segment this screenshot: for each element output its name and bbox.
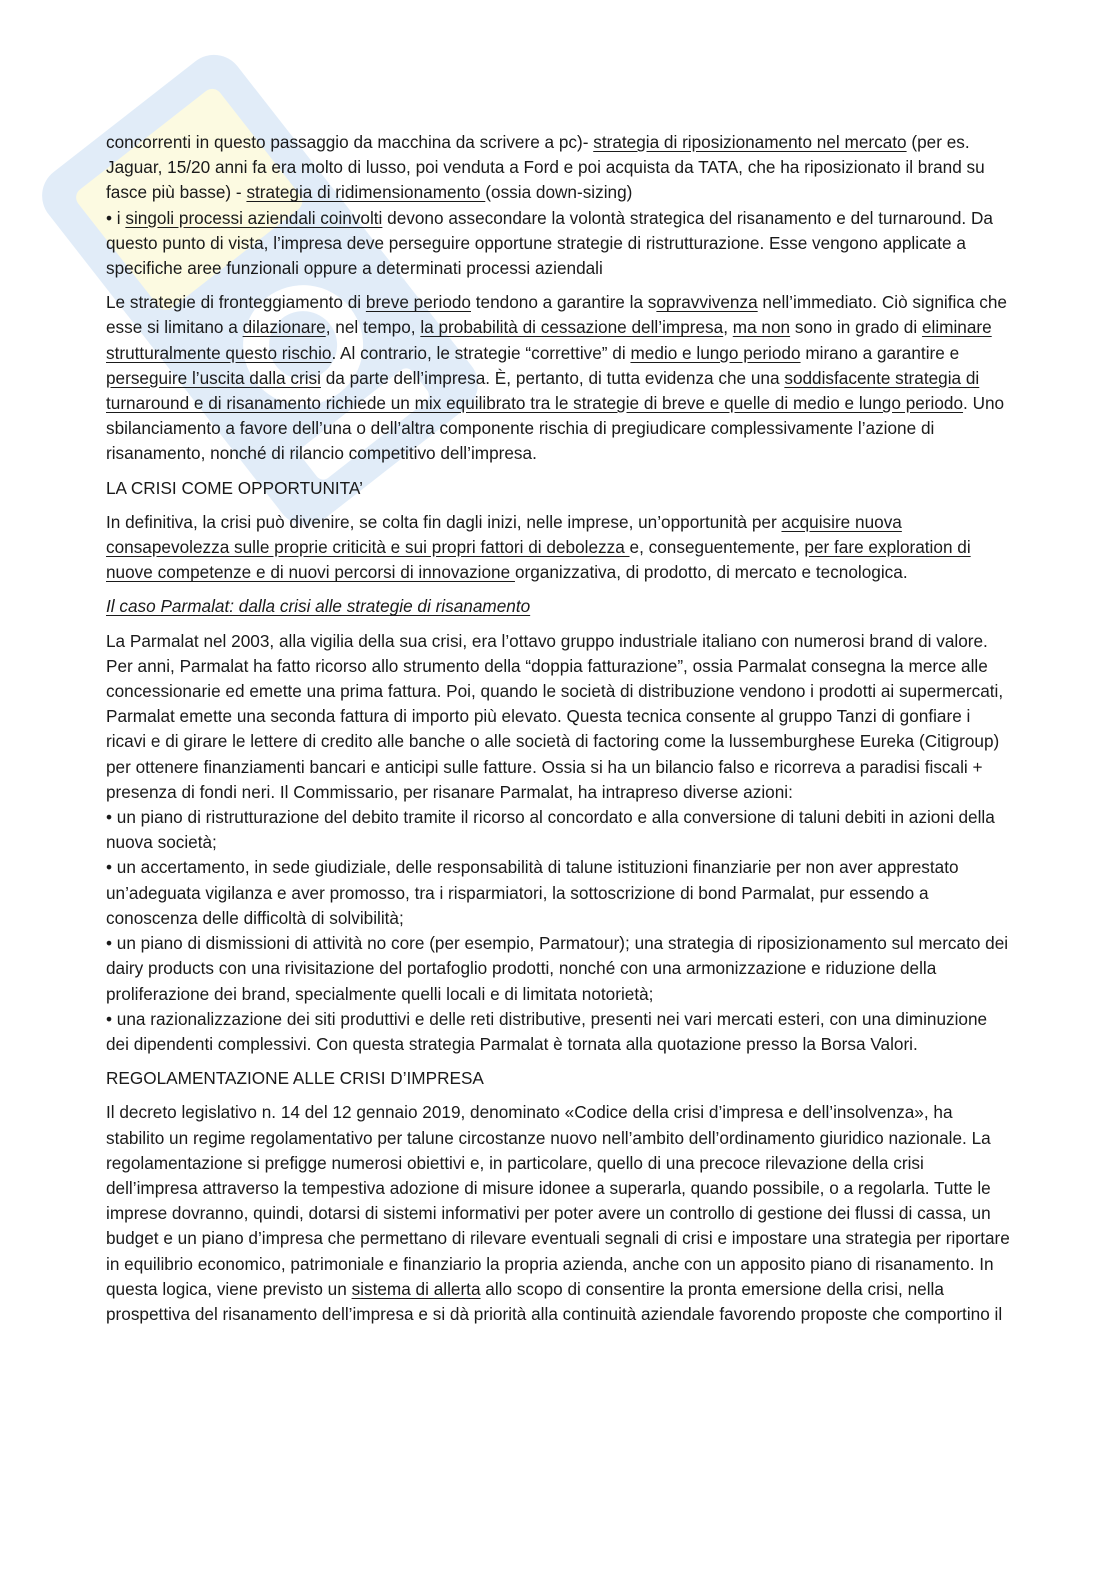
- parmalat-title: Il caso Parmalat: dalla crisi alle strategie di risanamento: [106, 596, 531, 617]
- intro-paragraph: concorrenti in questo passaggio da macchina da scrivere a pc)- strategia di riposizionamento nel mercato (per es. Jaguar, 15/20 anni fa era molto di lusso, poi venduta a Ford e poi acquista da TATA, che ha riposizionato il brand su fasce più basse) - strategia di ridimensionamento (ossia down-sizing) • i singoli processi aziendali coinvolti devono assecondare la volontà strategica del risanamento e del turnaround. Da questo punto di vista, l’impresa deve perseguire opportune strategie di ristrutturazione. Esse vengono applicate a specifiche aree funzionali oppure a determinati processi aziendali: [106, 132, 993, 279]
- document-page: [106, 130, 1010, 1336]
- parmalat-body: La Parmalat nel 2003, alla vigilia della sua crisi, era l’ottavo gruppo industriale italiano con numerosi brand di valore. Per anni, Parmalat ha fatto ricorso allo strumento della “doppia fatturazione”, ossia Parmalat consegna la merce alle concessionarie ed emette una prima fattura. Poi, quando le società di distribuzione vendono i prodotti ai supermercati, Parmalat emette una seconda fattura di importo più elevato. Questa tecnica consente al gruppo Tanzi di gonfiare i ricavi e di girare le lettere di credito alle banche o alle società di factoring come la lussemburghese Eureka (Citigroup) per ottenere finanziamenti bancari e anticipi sulle fatture. Ossia si ha un bilancio falso e ricorreva a paradisi fiscali + presenza di fondi neri. Il Commissario, per risanare Parmalat, ha intrapreso diverse azioni:: [106, 630, 1004, 802]
- regulation-paragraph: Il decreto legislativo n. 14 del 12 gennaio 2019, denominato «Codice della crisi d’impresa e dell’insolvenza», ha stabilito un regime regolamentativo per talune circostanze nuovo nell’ambito dell’ordinamento giuridico nazionale. La regolamentazione si prefigge numerosi obiettivi e, in particolare, quello di una precoce rilevazione della crisi dell’impresa attraverso la tempestiva adozione di misure idonee a superarla, quando possibile, o a regolarla. Tutte le imprese dovranno, quindi, dotarsi di sistemi informativi per poter avere un controllo di gestione dei flussi di cassa, un budget e un piano d’impresa che permettano di rilevare eventuali segnali di crisi e impostare una strategia per riportare in equilibrio economico, patrimoniale e finanziario la propria azienda, anche con un apposito piano di risanamento. In questa logica, viene previsto un sistema di allerta allo scopo di consentire la pronta emersione della crisi, nella prospettiva del risanamento dell’impresa e si dà priorità alla continuità aziendale favorendo proposte che comportino il: [106, 1102, 1010, 1324]
- opportunity-paragraph: In definitiva, la crisi può divenire, se colta fin dagli inizi, nelle imprese, un’opportunità per acquisire nuova consapevolezza sulle proprie criticità e sui propri fattori di debolezza e, conseguentemente, per fare exploration di nuove competenze e di nuovi percorsi di innovazione organizzativa, di prodotto, di mercato e tecnologica.: [106, 511, 971, 583]
- regulation-heading: REGOLAMENTAZIONE ALLE CRISI D’IMPRESA: [106, 1068, 484, 1089]
- opportunity-heading: LA CRISI COME OPPORTUNITA’: [106, 477, 363, 498]
- parmalat-bullet: • un piano di dismissioni di attività no core (per esempio, Parmatour); una strategia di riposizionamento sul mercato dei dairy products con una rivisitazione del portafoglio prodotti, nonché con una armonizzazione e riduzione della proliferazione dei brand, specialmente quelli locali e di limitata notorietà;: [106, 933, 1009, 1004]
- parmalat-bullet: • un accertamento, in sede giudiziale, delle responsabilità di talune istituzioni finanziarie per non aver apprestato un’adeguata vigilanza e aver promosso, tra i risparmiatori, la sottoscrizione di bond Parmalat, pur essendo a conoscenza delle difficoltà di solvibilità;: [106, 857, 959, 928]
- parmalat-bullet: • una razionalizzazione dei siti produttivi e delle reti distributive, presenti nei vari mercati esteri, con una diminuzione dei dipendenti complessivi. Con questa strategia Parmalat è tornata alla quotazione presso la Borsa Valori.: [106, 1008, 988, 1054]
- short-term-paragraph: Le strategie di fronteggiamento di breve periodo tendono a garantire la sopravvivenza nell’immediato. Ciò significa che esse si limitano a dilazionare, nel tempo, la probabilità di cessazione dell’impresa, ma non sono in grado di eliminare strutturalmente questo rischio. Al contrario, le strategie “correttive” di medio e lungo periodo mirano a garantire e perseguire l’uscita dalla crisi da parte dell’impresa. È, pertanto, di tutta evidenza che una soddisfacente strategia di turnaround e di risanamento richiede un mix equilibrato tra le strategie di breve e quelle di medio e lungo periodo. Uno sbilanciamento a favore dell’una o dell’altra componente rischia di pregiudicare complessivamente l’azione di risanamento, nonché di rilancio competitivo dell’impresa.: [106, 292, 1007, 464]
- parmalat-bullet: • un piano di ristrutturazione del debito tramite il ricorso al concordato e alla conversione di taluni debiti in azioni della nuova società;: [106, 807, 995, 853]
